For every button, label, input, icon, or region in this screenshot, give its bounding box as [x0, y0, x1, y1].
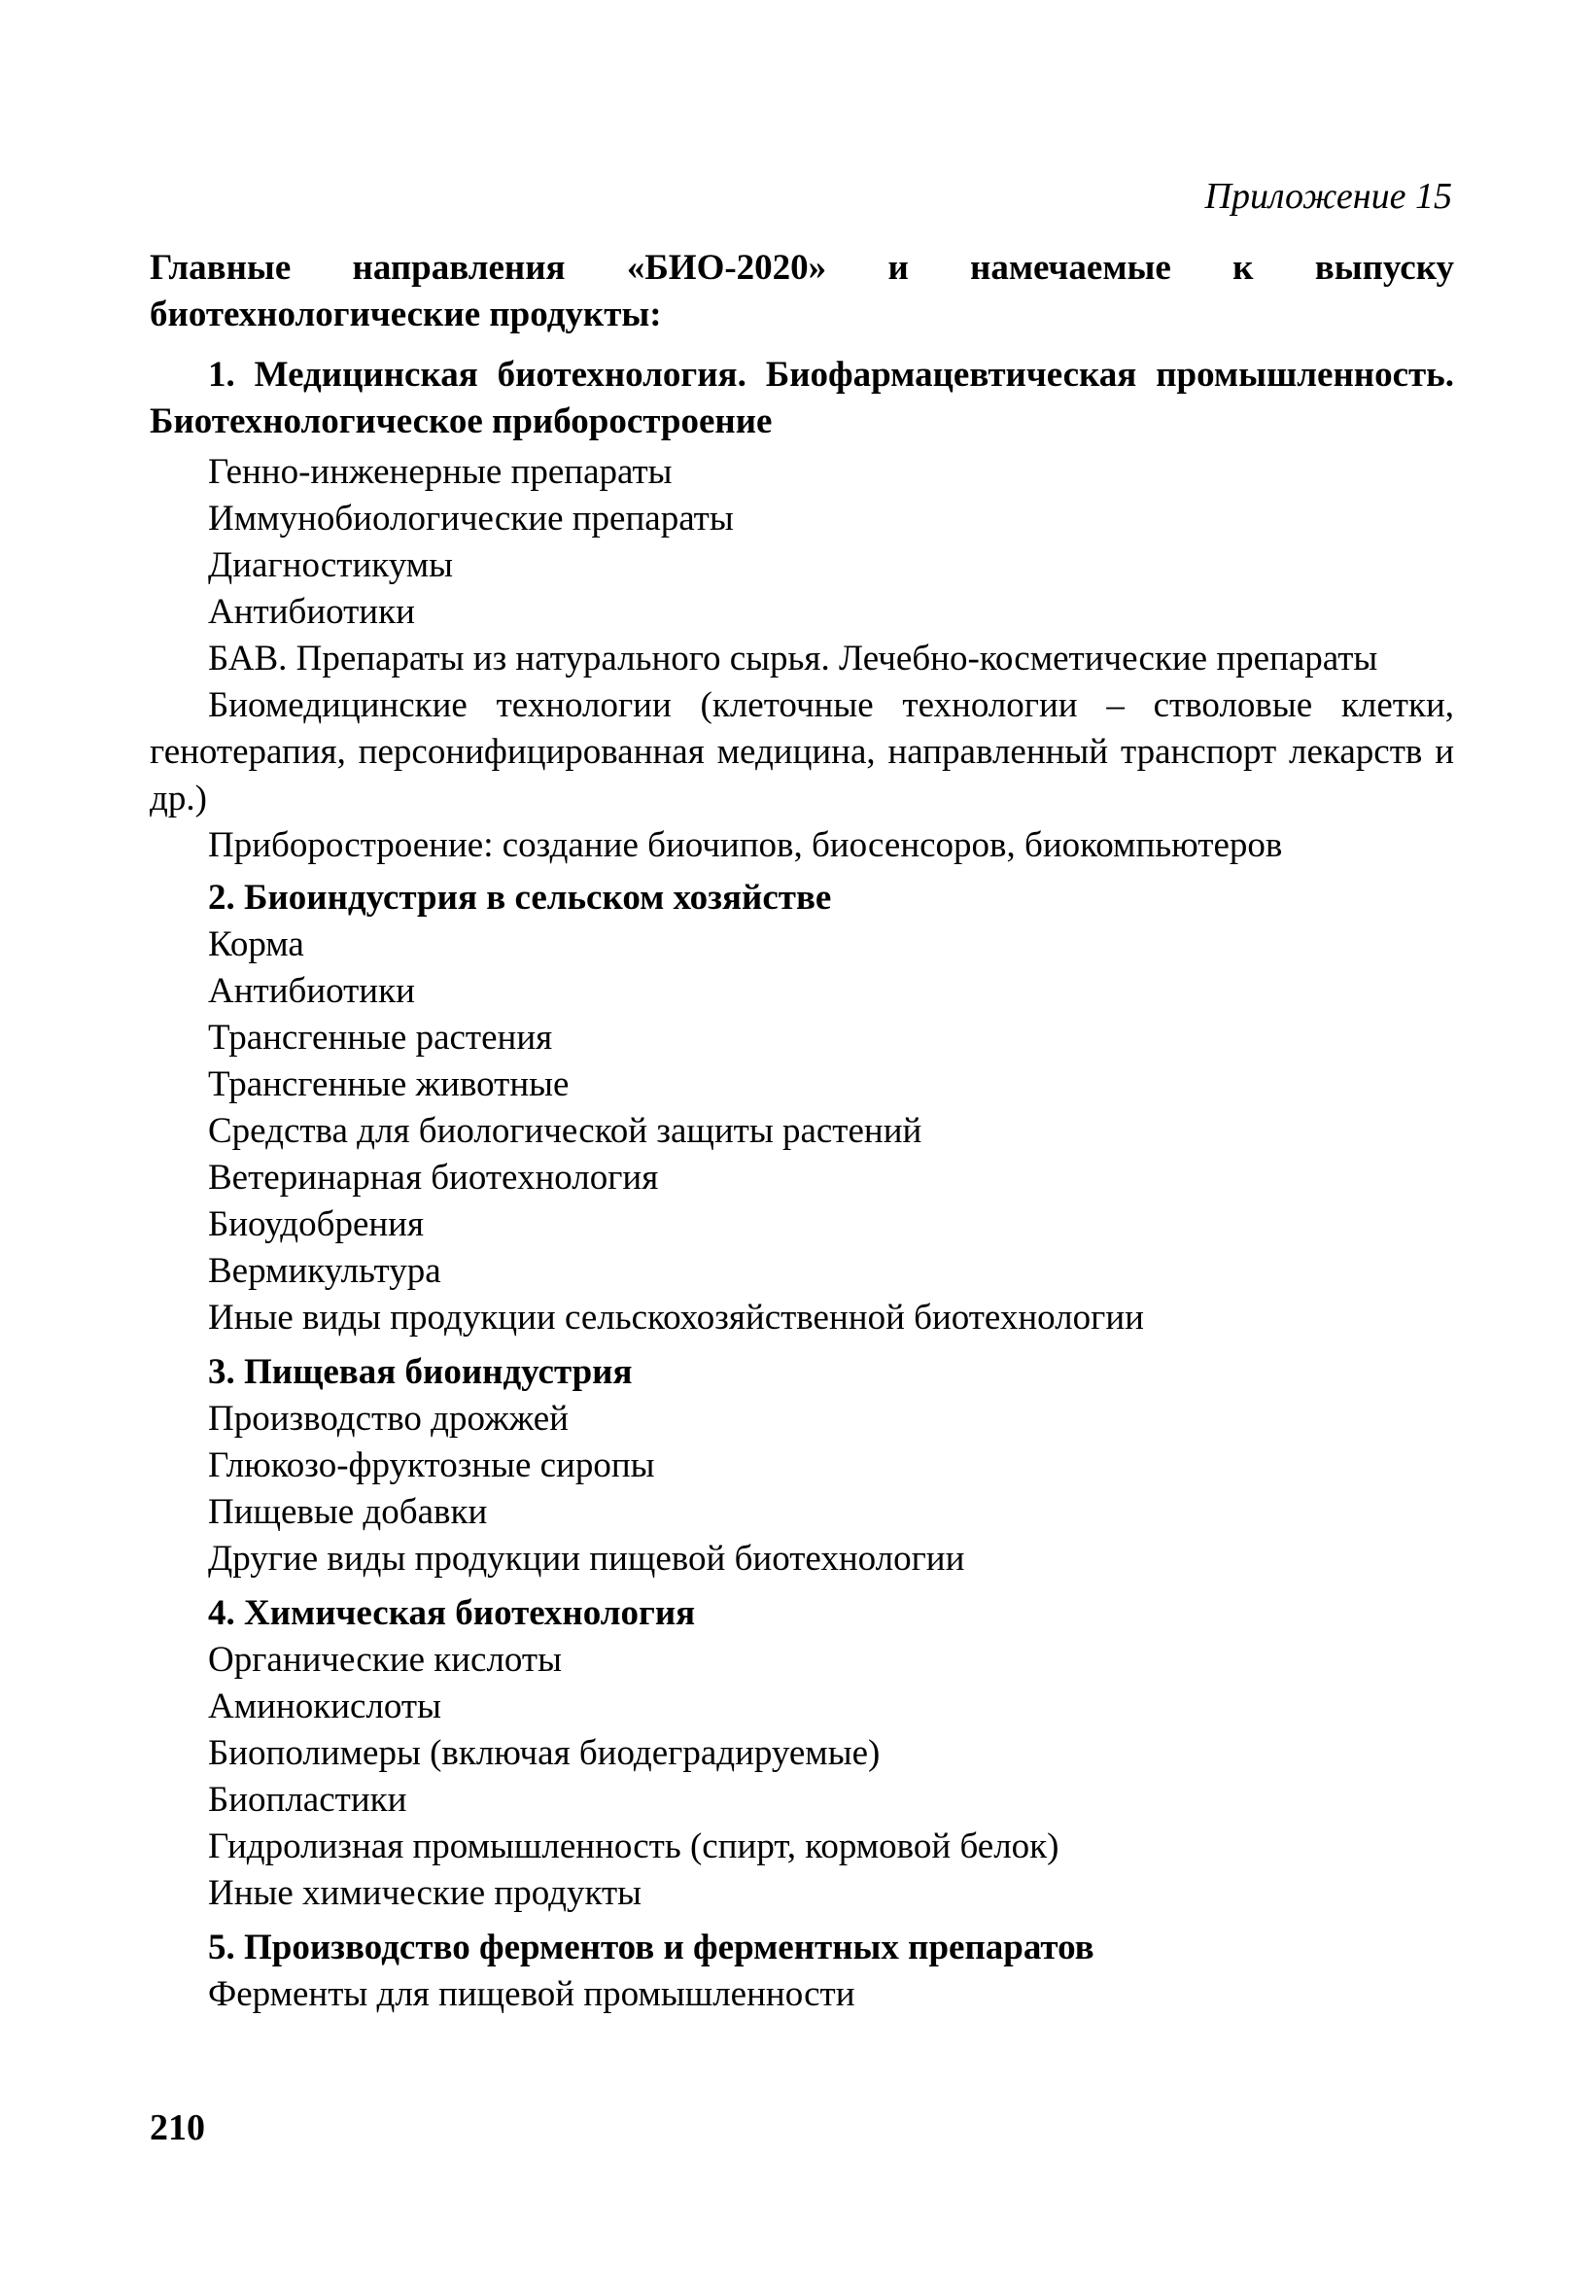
section-heading: 1. Медицинская биотехнология. Биофармацевтическая промышленность. Биотехнологическое приборостроение [150, 355, 1454, 441]
list-item: Корма [208, 924, 304, 964]
page-number: 210 [150, 2107, 205, 2148]
section-chemical-biotech [150, 1590, 1454, 1917]
section-item-list [150, 1396, 1454, 1583]
list-item: Иные химические продукты [208, 1873, 642, 1913]
section-item-list [150, 449, 1454, 869]
section-food-industry [150, 1349, 1454, 1583]
list-item: Трансгенные животные [208, 1064, 570, 1104]
section-item-list [150, 1637, 1454, 1917]
section-heading: 5. Производство ферментов и ферментных препаратов [208, 1928, 1094, 1967]
list-item: Производство дрожжей [208, 1399, 569, 1439]
list-item: Иные виды продукции сельскохозяйственной биотехнологии [208, 1298, 1144, 1338]
list-item: Ветеринарная биотехнология [208, 1158, 659, 1198]
list-item: Генно-инженерные препараты [208, 452, 673, 492]
section-heading: 2. Биоиндустрия в сельском хозяйстве [208, 878, 832, 918]
list-item: Глюкозо-фруктозные сиропы [208, 1445, 655, 1485]
list-item: Аминокислоты [208, 1687, 441, 1726]
list-item: Антибиотики [208, 971, 415, 1011]
list-item: Биополимеры (включая биодеградируемые) [208, 1733, 881, 1773]
section-medical-biotech [150, 352, 1454, 869]
list-item: Антибиотики [208, 592, 415, 632]
list-item: Диагностикумы [208, 545, 453, 585]
section-enzymes [150, 1925, 1454, 2018]
list-item: Пищевые добавки [208, 1492, 488, 1532]
list-item: Вермикультура [208, 1251, 441, 1291]
section-item-list [150, 1971, 1454, 2018]
list-item: БАВ. Препараты из натурального сырья. Лечебно-косметические препараты [208, 639, 1378, 678]
list-item: Другие виды продукции пищевой биотехнологии [208, 1539, 965, 1579]
section-agriculture [150, 875, 1454, 1341]
section-heading: 3. Пищевая биоиндустрия [208, 1352, 633, 1392]
section-item-list [150, 922, 1454, 1341]
list-item: Гидролизная промышленность (спирт, кормовой белок) [208, 1826, 1059, 1866]
document-body [150, 245, 1454, 2024]
section-heading: 4. Химическая биотехнология [208, 1593, 696, 1633]
list-item: Биомедицинские технологии (клеточные технологии – стволовые клетки, генотерапия, персонифицированная медицина, направленный транспорт лекарств и др.) [150, 685, 1454, 818]
list-item: Приборостроение: создание биочипов, биосенсоров, биокомпьютеров [208, 825, 1283, 865]
list-item: Биопластики [208, 1780, 407, 1820]
document-title: Главные направления «БИО-2020» и намечаемые к выпуску биотехнологические продукты: [150, 248, 1454, 334]
list-item: Иммунобиологические препараты [208, 499, 734, 539]
list-item: Ферменты для пищевой промышленности [208, 1974, 855, 2014]
list-item: Органические кислоты [208, 1640, 562, 1680]
list-item: Средства для биологической защиты растений [208, 1111, 922, 1151]
list-item: Трансгенные растения [208, 1018, 553, 1058]
appendix-label: Приложение 15 [1204, 176, 1452, 217]
list-item: Биоудобрения [208, 1204, 424, 1244]
